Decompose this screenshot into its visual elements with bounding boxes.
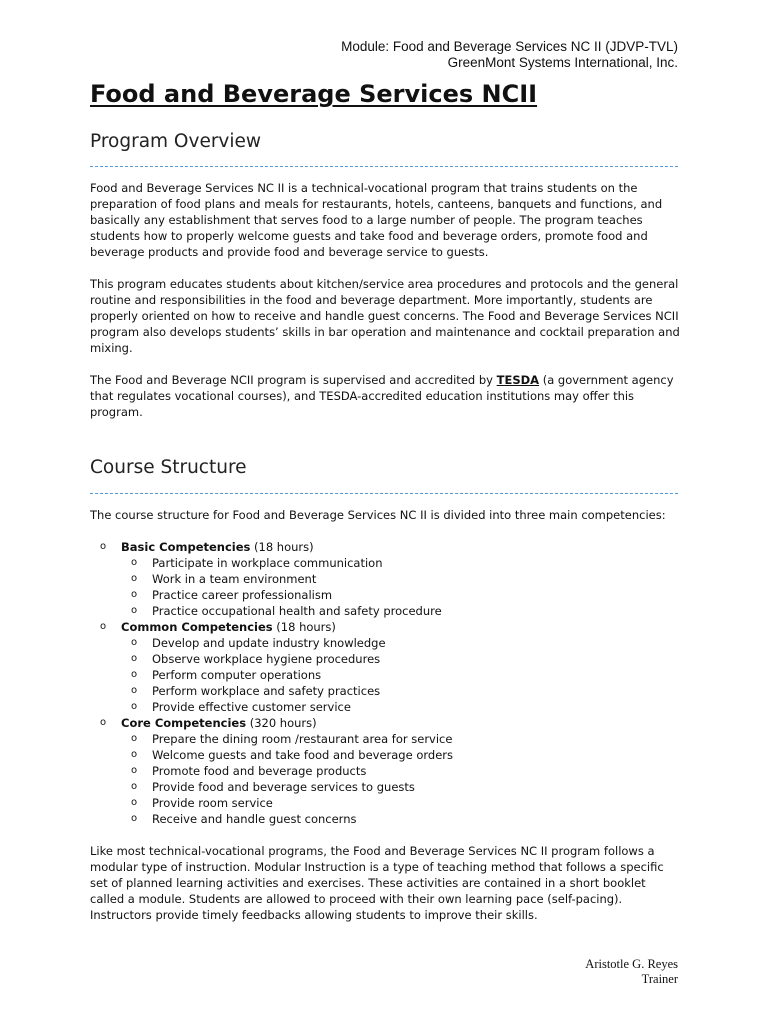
competency-subitem (90, 667, 680, 683)
signature-role: Trainer (641, 972, 678, 986)
competency-subitem-text: Practice occupational health and safety procedure (152, 604, 442, 618)
competency-subitem-text: Provide food and beverage services to guests (152, 780, 415, 794)
program-overview-heading: Program Overview (90, 131, 262, 152)
competency-name: Basic Competencies (121, 540, 251, 554)
bullet-circle-icon: o (131, 797, 138, 808)
competency-subitem (90, 571, 680, 587)
bullet-circle-icon: o (131, 605, 138, 616)
competency-hours: (320 hours) (246, 716, 317, 730)
competency-subitem (90, 795, 680, 811)
overview-paragraph-3-end: (a government agency that regulates vocational courses), and TESDA-accredited education institutions may offer this program. (90, 373, 674, 419)
competency-subitem (90, 747, 680, 763)
bullet-circle-icon: o (131, 589, 138, 600)
closing-paragraph: Like most technical-vocational programs, the Food and Beverage Services NC II program follows a modular type of instruction. Modular Instruction is a type of teaching method that follows a specific set of planned learning activities and exercises. These activities are contained in a short booklet called a module. Students are allowed to proceed with their own learning pace (self-pacing). Instructors provide timely feedbacks allowing students to improve their skills. (90, 844, 664, 922)
competency-hours: (18 hours) (250, 540, 314, 554)
bullet-circle-icon: o (100, 621, 107, 632)
competency-subitem (90, 635, 680, 651)
competency-subitem-text: Observe workplace hygiene procedures (152, 652, 381, 666)
bullet-circle-icon: o (131, 813, 138, 824)
competency-subitem-text: Work in a team environment (152, 572, 317, 586)
course-structure-intro: The course structure for Food and Beverage Services NC II is divided into three main competencies: (90, 508, 666, 522)
bullet-circle-icon: o (131, 781, 138, 792)
signature-block (585, 957, 678, 987)
overview-paragraph-2: This program educates students about kitchen/service area procedures and protocols and the general routine and responsibilities in the food and beverage department. More importantly, students are properly oriented on how to receive and handle guest concerns. The Food and Beverage Services NCII program also develops students’ skills in bar operation and maintenance and cocktail preparation and mixing. (90, 277, 680, 355)
competency-subitem-text: Perform computer operations (152, 668, 322, 682)
competency-subitem-text: Develop and update industry knowledge (152, 636, 386, 650)
competency-name: Core Competencies (121, 716, 247, 730)
competency-subitem-text: Prepare the dining room /restaurant area for service (152, 732, 453, 746)
page-header (341, 39, 678, 71)
document-title: Food and Beverage Services NCII (90, 80, 538, 108)
competency-item (90, 715, 680, 731)
bullet-circle-icon: o (131, 669, 138, 680)
competency-item (90, 539, 680, 555)
bullet-circle-icon: o (131, 701, 138, 712)
competency-subitem (90, 763, 680, 779)
overview-paragraph-3-start: The Food and Beverage NCII program is supervised and accredited by (90, 373, 497, 387)
bullet-circle-icon: o (100, 541, 107, 552)
module-line: Module: Food and Beverage Services NC II (JDVP-TVL) (341, 39, 678, 54)
competency-name: Common Competencies (121, 620, 273, 634)
bullet-circle-icon: o (131, 653, 138, 664)
company-line: GreenMont Systems International, Inc. (447, 55, 678, 70)
bullet-circle-icon: o (131, 733, 138, 744)
course-structure-heading: Course Structure (90, 457, 247, 478)
competency-subitem-text: Provide room service (152, 796, 273, 810)
bullet-circle-icon: o (131, 749, 138, 760)
bullet-circle-icon: o (131, 637, 138, 648)
competency-item (90, 619, 680, 635)
competency-subitem-text: Provide effective customer service (152, 700, 351, 714)
competency-subitem-text: Receive and handle guest concerns (152, 812, 357, 826)
bullet-circle-icon: o (131, 765, 138, 776)
signature-name: Aristotle G. Reyes (585, 957, 678, 971)
overview-paragraph-3 (90, 372, 680, 420)
competency-subitem-text: Participate in workplace communication (152, 556, 383, 570)
competency-subitem-text: Practice career professionalism (152, 588, 333, 602)
competency-subitem (90, 731, 680, 747)
competency-subitem-text: Perform workplace and safety practices (152, 684, 381, 698)
competency-subitem-text: Promote food and beverage products (152, 764, 367, 778)
competency-list (90, 539, 680, 827)
competency-subitem (90, 811, 680, 827)
competency-subitem (90, 779, 680, 795)
competency-subitem (90, 555, 680, 571)
program-overview-divider (90, 166, 678, 167)
competency-subitem (90, 699, 680, 715)
competency-subitem (90, 683, 680, 699)
competency-subitem (90, 587, 680, 603)
competency-subitem-text: Welcome guests and take food and beverage orders (152, 748, 453, 762)
competency-subitem (90, 603, 680, 619)
bullet-circle-icon: o (131, 685, 138, 696)
tesda-link[interactable]: TESDA (496, 373, 540, 387)
competency-hours: (18 hours) (272, 620, 336, 634)
course-structure-divider (90, 493, 678, 494)
bullet-circle-icon: o (131, 557, 138, 568)
bullet-circle-icon: o (100, 717, 107, 728)
competency-subitem (90, 651, 680, 667)
bullet-circle-icon: o (131, 573, 138, 584)
overview-paragraph-1: Food and Beverage Services NC II is a technical-vocational program that trains students on the preparation of food plans and meals for restaurants, hotels, canteens, banquets and functions, and basically any establishment that serves food to a large number of people. The program teaches students how to properly welcome guests and take food and beverage orders, promote food and beverage products and provide food and beverage service to guests. (90, 181, 663, 259)
